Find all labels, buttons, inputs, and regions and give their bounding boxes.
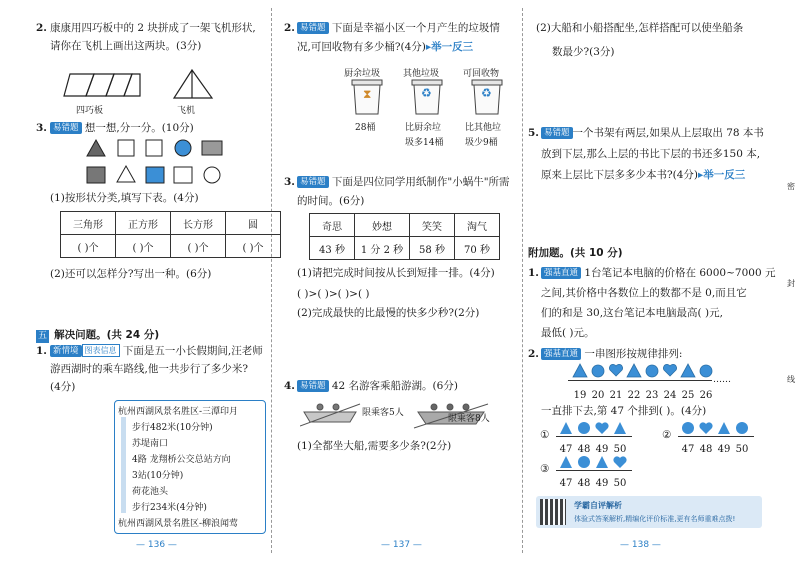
question-number: 2. [36, 22, 47, 34]
question-text: 新情境 图表信息 下面是五一小长假期间,汪老师 [50, 344, 263, 358]
tag-badge: 易错题 [297, 380, 329, 392]
page-number: — 137 — [381, 540, 422, 550]
recycle-icon: ♻ [481, 86, 492, 100]
seq-number: 25 [681, 390, 695, 401]
figure-label: 飞机 [177, 106, 196, 116]
table-header: 妙想 [355, 214, 410, 237]
route-step: 4路 龙翔桥公交总站方向 [132, 455, 231, 465]
section-badge: 五 [37, 331, 47, 341]
table-cell: 1 分 2 秒 [355, 237, 410, 260]
route-stop: 苏堤南口 [132, 439, 169, 449]
bin-label: 厨余垃圾 [344, 69, 381, 79]
question-text: (4分) [50, 381, 76, 393]
route-step: 3站(10分钟) [132, 471, 184, 481]
triangle-shape [573, 364, 587, 377]
route-stop: 杭州西湖风景名胜区-三潭印月 [118, 407, 239, 417]
heart-shape [609, 364, 622, 376]
bin-label: 其他垃圾 [403, 69, 440, 79]
seq-number: 47 [559, 444, 573, 455]
binding-char: 密 [787, 182, 795, 191]
seq-number: 24 [663, 390, 677, 401]
section-header [36, 323, 159, 343]
question-text: 放到下层,那么上层的书比下层的书还多150 本, [541, 148, 761, 160]
question-text: 之间,其价格中各数位上的数都不是 0,而且它 [541, 287, 747, 299]
triangle-shape [681, 364, 695, 377]
question-number: 3. [284, 176, 295, 188]
question-text: 最低( )元。 [541, 327, 595, 339]
column-divider [271, 8, 272, 553]
sub-question: (2)还可以怎样分?写出一种。(6分) [50, 268, 212, 280]
square-shape [118, 140, 134, 156]
option-2-shapes [678, 420, 758, 436]
option-3-shapes [556, 454, 636, 470]
tangram-figures [62, 66, 222, 106]
route-step: 步行482米(10分钟) [132, 423, 213, 433]
sub-question: (1)按形状分类,填写下表。(4分) [50, 192, 199, 204]
question-number: 4. [284, 380, 295, 392]
triangle-shape [117, 166, 135, 182]
seq-number: 22 [627, 390, 641, 401]
question-text: 易错题 下面是幸福小区一个月产生的垃圾情 [297, 21, 500, 35]
seq-number: 19 [573, 390, 587, 401]
circle-shape [592, 365, 604, 377]
bin-label: 可回收物 [463, 69, 500, 79]
binding-char: 线 [787, 375, 795, 384]
option-label[interactable]: ② [662, 429, 672, 441]
seq-number: 48 [577, 478, 591, 489]
answer-cell[interactable]: ( )个 [226, 235, 281, 258]
question-number: 2. [284, 22, 295, 34]
bin-note: 圾少9桶 [465, 138, 498, 148]
bin-value: 28桶 [355, 123, 376, 133]
option-1-shapes [556, 420, 636, 436]
square-shape [146, 167, 164, 183]
page-number: — 136 — [136, 540, 177, 550]
answer-blanks[interactable]: ( )>( )>( )>( ) [297, 288, 370, 300]
tag-badge: 易错题 [541, 127, 573, 139]
route-stop: 杭州西湖风景名胜区-柳浪闻莺 [118, 519, 239, 529]
circle-shape [175, 140, 191, 156]
practice-link[interactable]: ▸举一反三 [425, 41, 474, 53]
seq-number: 21 [609, 390, 623, 401]
seq-number: 50 [613, 444, 627, 455]
table-header: 正方形 [116, 212, 171, 235]
column-divider [522, 8, 523, 553]
table-header: 长方形 [171, 212, 226, 235]
rectangle-shape [87, 167, 105, 183]
question-number: 2. [528, 348, 539, 360]
option-label[interactable]: ③ [540, 463, 550, 475]
time-table [309, 213, 500, 260]
sub-question: (2)完成最快的比最慢的快多少秒?(2分) [297, 307, 480, 319]
question-text: 康康用四巧板中的 2 块拼成了一架飞机形状, [50, 22, 256, 34]
question-number: 1. [528, 267, 539, 279]
seq-number: 48 [699, 444, 713, 455]
heart-shape [663, 364, 676, 376]
seq-number: 50 [613, 478, 627, 489]
seq-number: 48 [577, 444, 591, 455]
seq-number: 20 [591, 390, 605, 401]
seq-number: 47 [681, 444, 695, 455]
answer-cell[interactable]: ( )个 [61, 235, 116, 258]
seq-number: 23 [645, 390, 659, 401]
number-line [568, 380, 712, 381]
bin-value: 比其他垃 [465, 123, 502, 133]
small-boat-icon [304, 412, 356, 422]
route-line [121, 417, 126, 513]
question-text: 强基直通 一串图形按规律排列: [541, 347, 682, 361]
table-header: 奇思 [310, 214, 355, 237]
hourglass-icon: ⧗ [363, 87, 372, 101]
tag-badge: 易错题 [297, 176, 329, 188]
sub-question: (1)全都坐大船,需要多少条?(2分) [297, 440, 452, 452]
seq-number: 47 [559, 478, 573, 489]
seq-number: 49 [717, 444, 731, 455]
question-text: 易错题 42 名游客乘船游湖。(6分) [297, 379, 458, 393]
practice-link[interactable]: ▸举一反三 [698, 169, 746, 181]
question-text: 们的和是 30,这台笔记本电脑最高( )元, [541, 307, 723, 319]
table-cell: 70 秒 [455, 237, 500, 260]
rectangle-shape [174, 167, 192, 183]
tag-badge: 强基直通 [541, 267, 581, 279]
pattern-shapes [568, 362, 728, 380]
qr-text: 体验式答案解析,精编化评价标准,更有名师重难点拨! [574, 515, 736, 523]
tag-badge: 易错题 [297, 22, 329, 34]
ellipsis: …… [713, 375, 731, 385]
boat-label: 限乘客5人 [362, 408, 404, 418]
question-text: 请你在飞机上画出这两块。(3分) [50, 40, 202, 52]
table-cell: 43 秒 [310, 237, 355, 260]
option-numbers [557, 471, 629, 490]
question-text: 易错题 下面是四位同学用纸制作"小蜗牛"所需 [297, 175, 510, 189]
circle-shape [700, 365, 712, 377]
route-stop: 荷花池头 [132, 487, 169, 497]
question-text: 原来上层比下层多多少本书?(4分)▸举一反三 [541, 169, 746, 181]
tag-badge: 图表信息 [82, 344, 120, 357]
question-number: 1. [36, 345, 47, 357]
route-step: 步行234米(4分钟) [132, 503, 207, 513]
question-text: 的时间。(6分) [297, 195, 365, 207]
sub-question: 数最少?(3分) [552, 46, 615, 58]
rectangle-shape [202, 141, 222, 155]
question-text: 游西湖时的乘车路线,他一共步行了多少米? [50, 363, 248, 375]
sub-question: (2)大船和小船搭配坐,怎样搭配可以使坐船条 [536, 22, 744, 34]
tag-badge: 新情境 [50, 345, 82, 357]
table-header: 笑笑 [410, 214, 455, 237]
tag-badge: 强基直通 [541, 348, 581, 360]
qr-code-icon[interactable] [540, 499, 566, 525]
bonus-title: 附加题。(共 10 分) [528, 247, 623, 259]
qr-title: 学霸自评解析 [574, 501, 622, 510]
question-number: 3. [36, 122, 47, 134]
table-header: 圆 [226, 212, 281, 235]
table-header: 三角形 [61, 212, 116, 235]
tag-badge: 易错题 [50, 122, 82, 134]
question-text: 易错题 想一想,分一分。(10分) [50, 121, 194, 135]
figure-label: 四巧板 [76, 106, 104, 116]
triangle-shape [627, 364, 641, 377]
table-header: 淘气 [455, 214, 500, 237]
question-text: 一直排下去,第 47 个排到( )。(4分) [541, 405, 707, 417]
circle-shape [646, 365, 658, 377]
boat-label: 限乘客8人 [448, 414, 490, 424]
bin-note: 圾多14桶 [405, 138, 444, 148]
page-number: — 138 — [620, 540, 661, 550]
seq-number: 49 [595, 478, 609, 489]
circle-shape [204, 167, 220, 183]
answer-cell[interactable]: ( )个 [171, 235, 226, 258]
recycle-icon: ♻ [421, 86, 432, 100]
seq-number: 50 [735, 444, 749, 455]
tangram-piece [124, 74, 140, 96]
shape-count-table [60, 211, 281, 258]
sub-question: (1)请把完成时间按从长到短排一排。(4分) [297, 267, 495, 279]
plane-outline [174, 70, 212, 98]
option-label[interactable]: ① [540, 429, 550, 441]
square-shape [146, 140, 162, 156]
sequence-numbers [571, 383, 715, 402]
seq-number: 26 [699, 390, 713, 401]
bin-value: 比厨余垃 [405, 123, 442, 133]
triangle-shape [87, 140, 105, 156]
binding-char: 封 [787, 279, 795, 288]
option-numbers [679, 437, 751, 456]
question-number: 5. [528, 127, 539, 139]
question-text: 易错题 一个书架有两层,如果从上层取出 78 本书 [541, 126, 764, 140]
answer-cell[interactable]: ( )个 [116, 235, 171, 258]
seq-number: 49 [595, 444, 609, 455]
shape-grid [86, 139, 236, 187]
question-text: 强基直通 1台笔记本电脑的价格在 6000~7000 元 [541, 266, 775, 280]
section-title: 解决问题。(共 24 分) [54, 329, 160, 341]
question-text: 况,可回收物有多少桶?(4分)▸举一反三 [297, 41, 474, 53]
table-cell: 58 秒 [410, 237, 455, 260]
